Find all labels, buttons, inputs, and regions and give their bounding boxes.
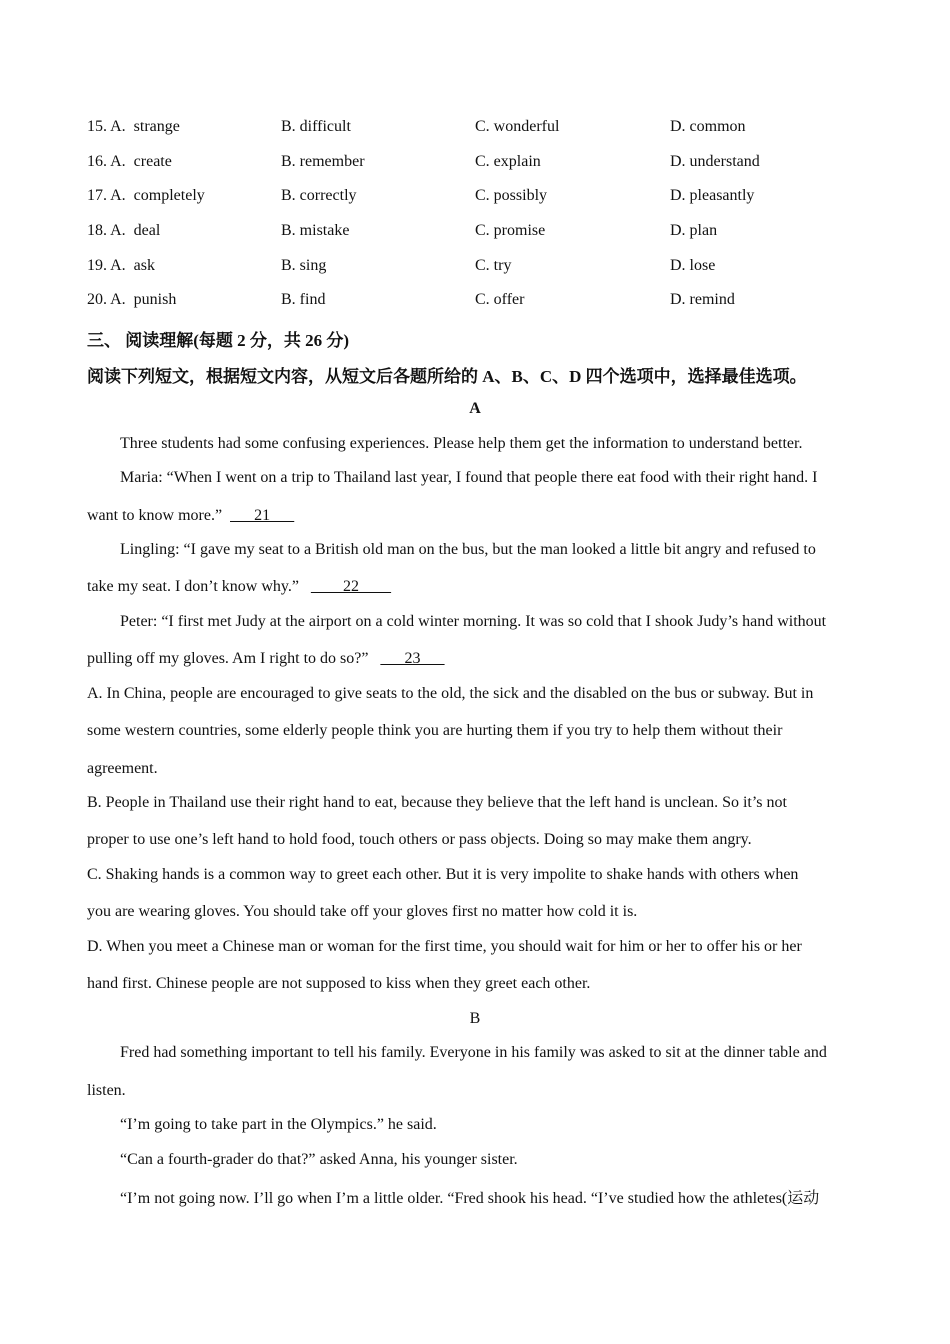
option-row-15 xyxy=(87,118,867,140)
option-c: C. possibly xyxy=(475,187,548,204)
option-row-19 xyxy=(87,257,867,279)
option-num-a: 16. A. create xyxy=(87,153,172,170)
blank-23: ___23___ xyxy=(380,650,445,667)
option-row-17 xyxy=(87,187,867,209)
option-b: B. difficult xyxy=(281,118,351,135)
passage-b-p1-line-2: listen. xyxy=(87,1082,126,1099)
peter-line-1: Peter: “I first met Judy at the airport on a cold winter morning. It was so cold that I shook Judy’s hand without xyxy=(120,613,827,630)
passage-a-label: A xyxy=(469,400,481,417)
blank-22: ____22____ xyxy=(310,578,391,595)
section-title: 三、 阅读理解(每题 2 分，共 26 分) xyxy=(87,331,350,350)
option-row-16 xyxy=(87,153,867,175)
option-a-line-1: A. In China, people are encouraged to give seats to the old, the sick and the disabled on the bus or subway. But in xyxy=(87,685,814,702)
passage-b-p2: “I’m going to take part in the Olympics.” he said. xyxy=(120,1116,437,1133)
option-a-line-2: some western countries, some elderly people think you are hurting them if you try to help them without their xyxy=(87,722,783,739)
option-c-line-1: C. Shaking hands is a common way to greet each other. But it is very impolite to shake hands with others when xyxy=(87,866,799,883)
option-b: B. sing xyxy=(281,257,327,274)
option-b-line-2: proper to use one’s left hand to hold food, touch others or pass objects. Doing so may make them angry. xyxy=(87,831,752,848)
option-num-a: 17. A. completely xyxy=(87,187,205,204)
maria-line-1: Maria: “When I went on a trip to Thailand last year, I found that people there eat food with their right hand. I xyxy=(120,469,818,486)
option-b-line-1: B. People in Thailand use their right hand to eat, because they believe that the left hand is unclean. So it’s not xyxy=(87,794,787,811)
option-c: C. try xyxy=(475,257,512,274)
option-d: D. remind xyxy=(670,291,735,308)
option-d-line-1: D. When you meet a Chinese man or woman for the first time, you should wait for him or her to offer his or her xyxy=(87,938,802,955)
option-b: B. mistake xyxy=(281,222,350,239)
section-instruction: 阅读下列短文，根据短文内容，从短文后各题所给的 A、B、C、D 四个选项中，选择最佳选项。 xyxy=(87,367,807,386)
option-row-20 xyxy=(87,291,867,313)
option-d: D. plan xyxy=(670,222,718,239)
option-b: B. remember xyxy=(281,153,365,170)
lingling-line-1: Lingling: “I gave my seat to a British old man on the bus, but the man looked a little bit angry and refused to xyxy=(120,541,816,558)
option-row-18 xyxy=(87,222,867,244)
blank-21: ___21___ xyxy=(230,507,295,524)
option-d: D. common xyxy=(670,118,746,135)
option-num-a: 18. A. deal xyxy=(87,222,161,239)
option-c: C. explain xyxy=(475,153,541,170)
passage-a-intro: Three students had some confusing experiences. Please help them get the information to understand better. xyxy=(120,435,803,452)
passage-b-label: B xyxy=(469,1010,481,1027)
option-b: B. correctly xyxy=(281,187,357,204)
option-d: D. pleasantly xyxy=(670,187,755,204)
passage-b-p1-line-1: Fred had something important to tell his family. Everyone in his family was asked to sit at the dinner table and xyxy=(120,1044,827,1061)
passage-b-p3: “Can a fourth-grader do that?” asked Anna, his younger sister. xyxy=(120,1151,518,1168)
option-b: B. find xyxy=(281,291,326,308)
option-num-a: 15. A. strange xyxy=(87,118,180,135)
option-c: C. wonderful xyxy=(475,118,560,135)
passage-b-p4: “I’m not going now. I’ll go when I’m a little older. “Fred shook his head. “I’ve studied how the athletes(运动 xyxy=(120,1190,820,1207)
option-c-line-2: you are wearing gloves. You should take off your gloves first no matter how cold it is. xyxy=(87,903,638,920)
lingling-line-2: take my seat. I don’t know why.” ____22____ xyxy=(87,578,391,595)
option-num-a: 19. A. ask xyxy=(87,257,155,274)
option-d: D. understand xyxy=(670,153,760,170)
option-a-line-3: agreement. xyxy=(87,760,158,777)
option-c: C. offer xyxy=(475,291,525,308)
peter-line-2: pulling off my gloves. Am I right to do so?” ___23___ xyxy=(87,650,445,667)
option-num-a: 20. A. punish xyxy=(87,291,177,308)
option-d: D. lose xyxy=(670,257,716,274)
option-c: C. promise xyxy=(475,222,546,239)
option-d-line-2: hand first. Chinese people are not supposed to kiss when they greet each other. xyxy=(87,975,591,992)
maria-line-2: want to know more.” ___21___ xyxy=(87,507,295,524)
